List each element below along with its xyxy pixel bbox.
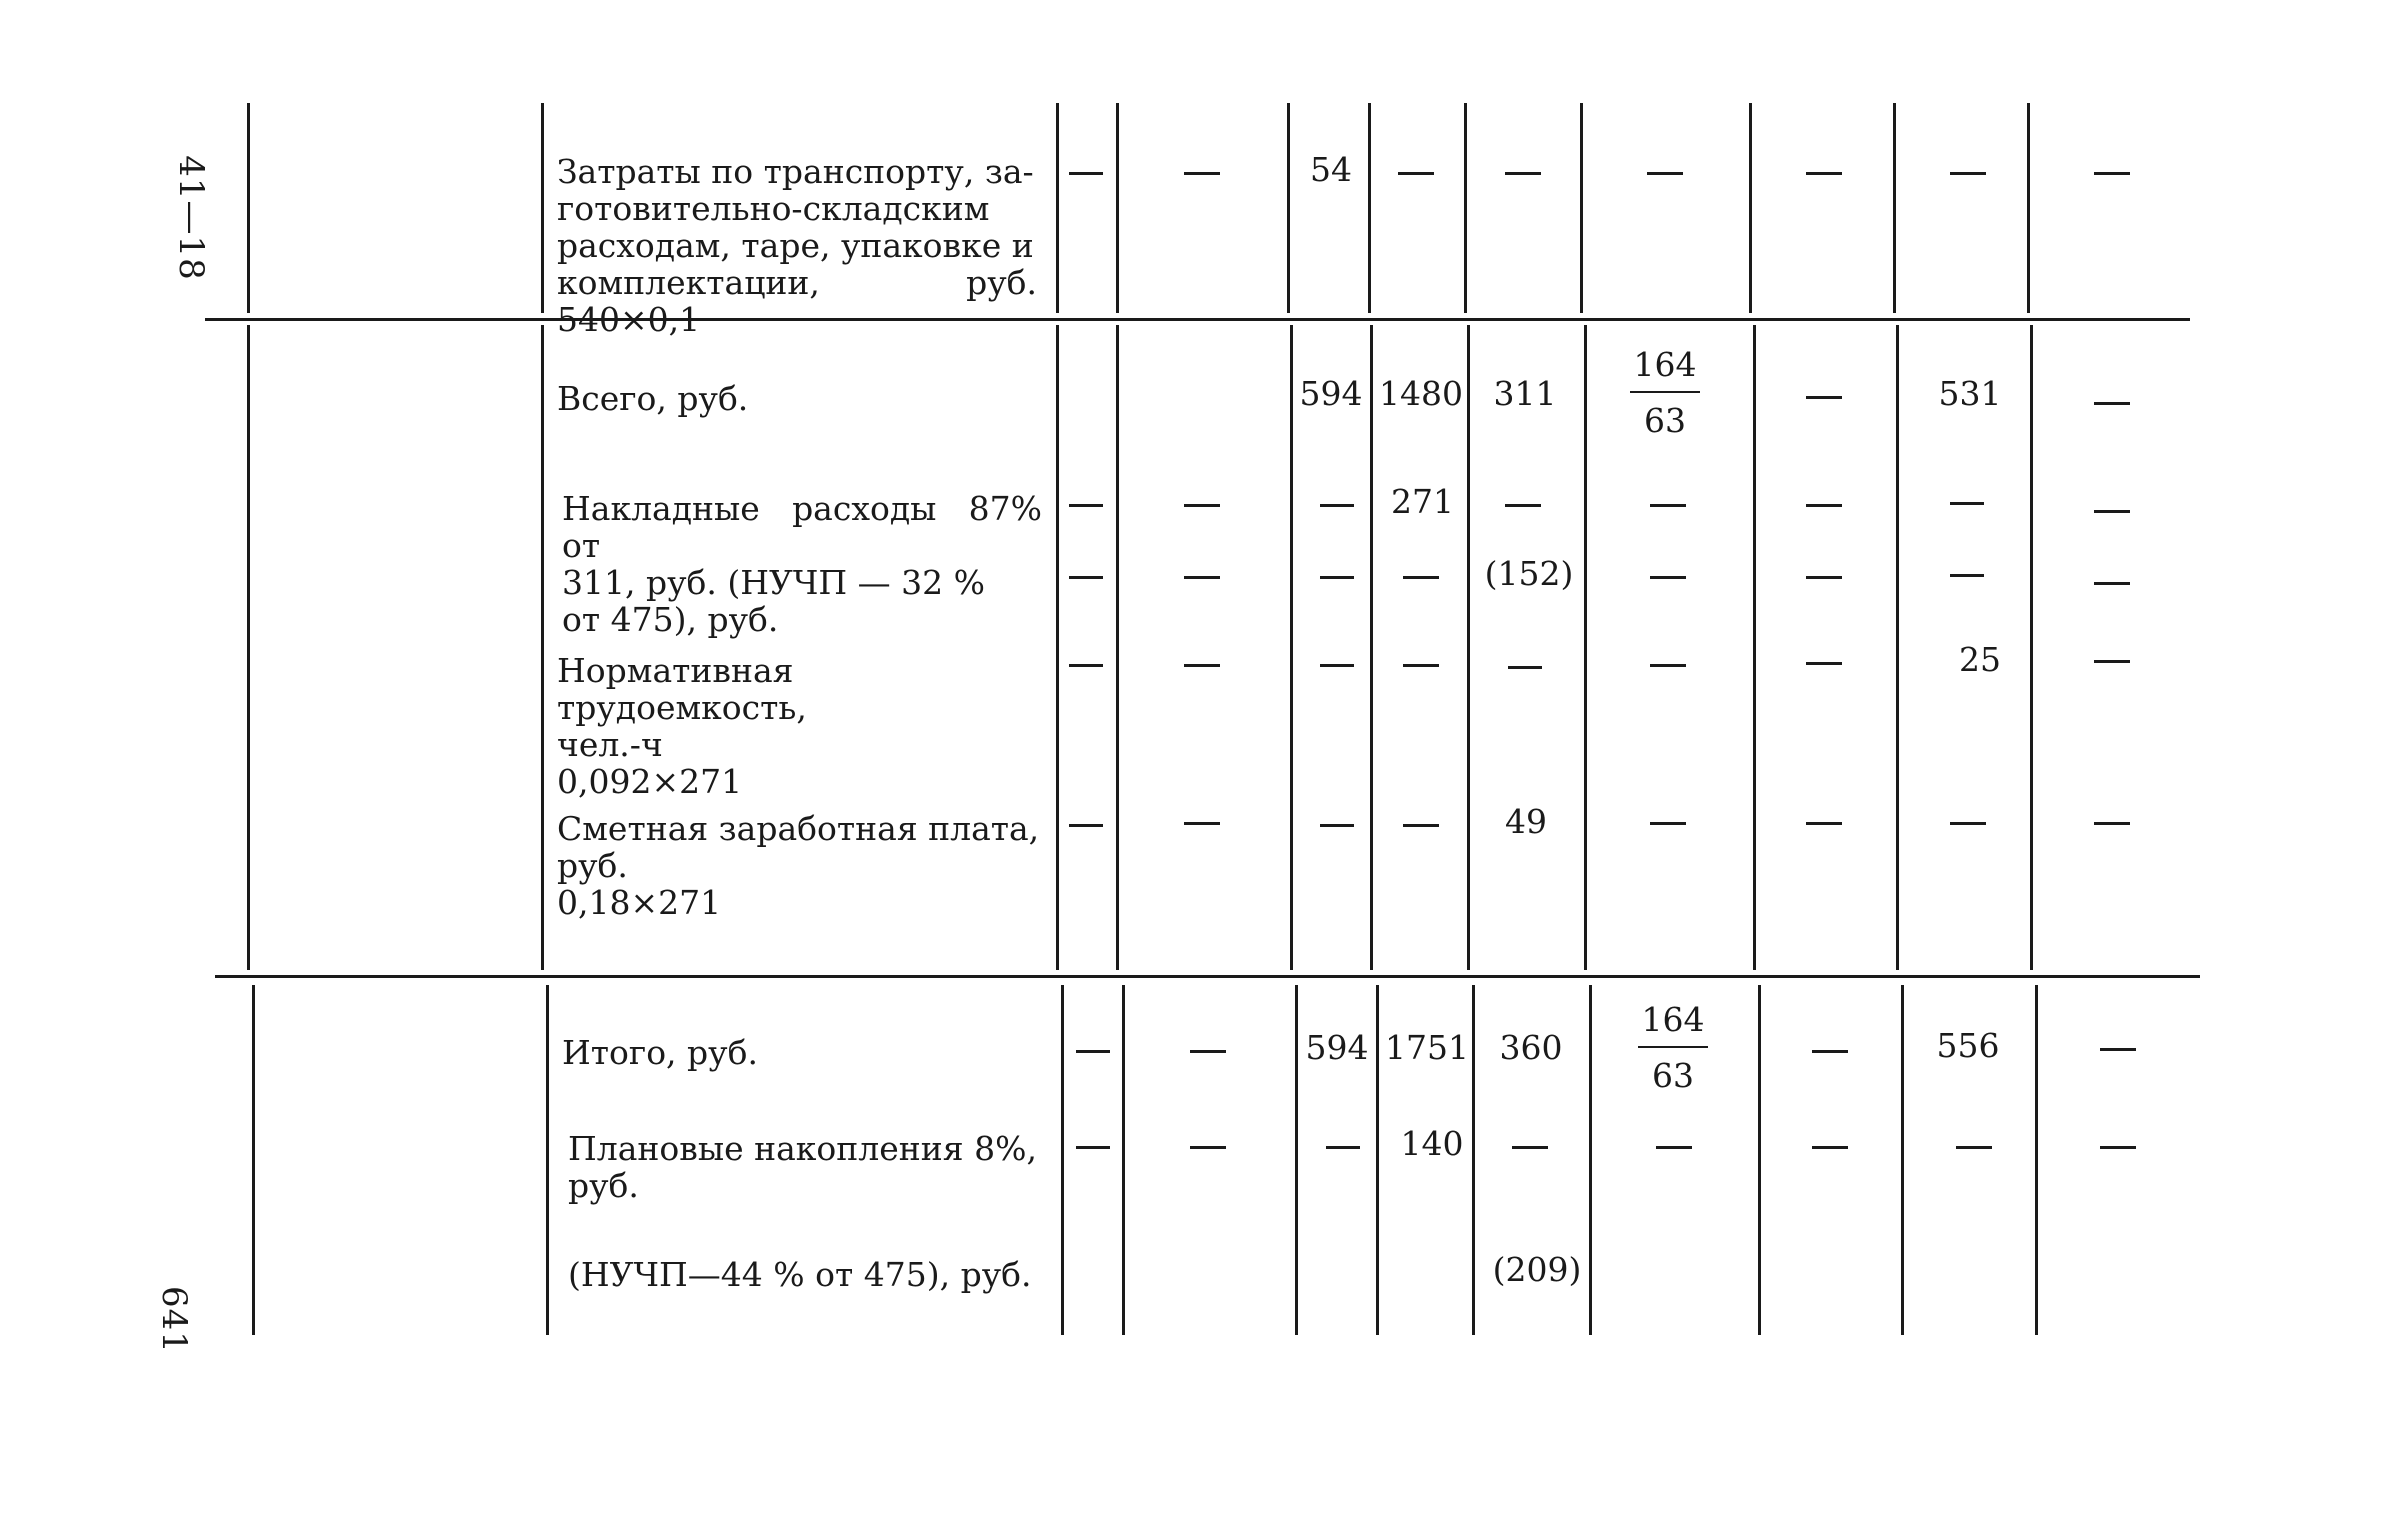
description-line: Нормативная трудоемкость, [557, 651, 807, 727]
fraction-bar [1630, 391, 1700, 393]
column-rule [1467, 325, 1470, 970]
cell-value: 54 [1310, 150, 1352, 189]
empty-dash [1806, 576, 1842, 579]
column-rule [1896, 325, 1899, 970]
fraction-value [1620, 345, 1710, 441]
empty-dash [1076, 1146, 1110, 1149]
column-rule [546, 985, 549, 1335]
column-rule [1901, 985, 1904, 1335]
empty-dash [1806, 662, 1842, 665]
empty-dash [2094, 660, 2130, 663]
row-description [568, 1256, 1048, 1293]
empty-dash [1512, 1146, 1548, 1149]
row-description [562, 490, 1042, 638]
description-line: комплектации, руб. 540×0,1 [557, 263, 1037, 339]
column-rule [1116, 103, 1119, 313]
column-rule [1290, 325, 1293, 970]
column-rule [247, 103, 250, 313]
empty-dash [2100, 1146, 2136, 1149]
empty-dash [1806, 504, 1842, 507]
fraction-numerator: 164 [1633, 345, 1697, 384]
empty-dash [1508, 666, 1542, 669]
section-divider-2 [215, 975, 2200, 978]
column-rule [1464, 103, 1467, 313]
empty-dash [1184, 664, 1220, 667]
row-description [557, 380, 1037, 417]
description-line: Затраты по транспорту, за- [557, 152, 1034, 191]
empty-dash [1956, 1146, 1992, 1149]
description-line: от 475), руб. [562, 600, 779, 639]
page-number: 641 [153, 1286, 194, 1354]
column-rule [1758, 985, 1761, 1335]
empty-dash [1505, 172, 1541, 175]
empty-dash [2094, 582, 2130, 585]
empty-dash [1320, 664, 1354, 667]
empty-dash [1069, 664, 1103, 667]
empty-dash [1069, 172, 1103, 175]
description-line: Накладные расходы 87% от [562, 489, 1042, 565]
empty-dash [1806, 396, 1842, 399]
empty-dash [1650, 822, 1686, 825]
page-marker-top: 41—18 [170, 155, 211, 281]
cell-value: 271 [1391, 482, 1454, 521]
description-line: 0,092×271 [557, 762, 743, 801]
description-line: 0,18×271 [557, 883, 722, 922]
description-line: 311, руб. (НУЧП — 32 % [562, 563, 985, 602]
cell-value: 1480 [1379, 374, 1463, 413]
cell-value: 1751 [1385, 1028, 1469, 1067]
description-line: Всего, руб. [557, 379, 749, 418]
column-rule [1287, 103, 1290, 313]
empty-dash [1812, 1146, 1848, 1149]
empty-dash [1647, 172, 1683, 175]
empty-dash [1320, 504, 1354, 507]
empty-dash [1403, 824, 1439, 827]
empty-dash [1950, 822, 1986, 825]
fraction-numerator: 164 [1641, 1000, 1705, 1039]
column-rule [2027, 103, 2030, 313]
cell-value: (152) [1484, 554, 1574, 593]
empty-dash [1950, 502, 1984, 505]
description-line: чел.-ч [557, 725, 663, 764]
empty-dash [1656, 1146, 1692, 1149]
column-rule [1584, 325, 1587, 970]
description-line: руб. [557, 846, 628, 885]
fraction-denominator: 63 [1652, 1056, 1694, 1095]
column-rule [1749, 103, 1752, 313]
description-line: руб. [568, 1166, 639, 1205]
column-rule [541, 325, 544, 970]
empty-dash [1505, 504, 1541, 507]
column-rule [1116, 325, 1119, 970]
description-line: Сметная заработная плата, [557, 809, 1040, 848]
column-rule [252, 985, 255, 1335]
cell-value: 531 [1938, 374, 2002, 413]
column-rule [1376, 985, 1379, 1335]
empty-dash [1398, 172, 1434, 175]
empty-dash [1950, 574, 1984, 577]
empty-dash [2094, 510, 2130, 513]
empty-dash [1184, 576, 1220, 579]
empty-dash [1069, 504, 1103, 507]
cell-value: 25 [1959, 640, 2001, 679]
cell-value: 594 [1299, 374, 1363, 413]
column-rule [1580, 103, 1583, 313]
column-rule [1056, 103, 1059, 313]
cell-value: 556 [1936, 1026, 2000, 1065]
empty-dash [2100, 1048, 2136, 1051]
empty-dash [2094, 402, 2130, 405]
empty-dash [1403, 576, 1439, 579]
column-rule [247, 325, 250, 970]
cell-value: 594 [1305, 1028, 1369, 1067]
empty-dash [1076, 1050, 1110, 1053]
description-line: (НУЧП—44 % от 475), руб. [568, 1255, 1032, 1294]
fraction-denominator: 63 [1644, 401, 1686, 440]
empty-dash [1806, 822, 1842, 825]
empty-dash [1812, 1050, 1848, 1053]
cell-value: 140 [1400, 1124, 1464, 1163]
column-rule [1122, 985, 1125, 1335]
section-divider-1 [205, 318, 2190, 321]
empty-dash [1069, 576, 1103, 579]
row-description [568, 1130, 1048, 1204]
fraction-value [1628, 1000, 1718, 1096]
row-description [557, 652, 1042, 800]
empty-dash [1403, 664, 1439, 667]
cell-value: 49 [1505, 802, 1547, 841]
column-rule [1370, 325, 1373, 970]
empty-dash [1190, 1050, 1226, 1053]
empty-dash [1184, 172, 1220, 175]
column-rule [541, 103, 544, 313]
description-line: Итого, руб. [562, 1033, 758, 1072]
column-rule [1472, 985, 1475, 1335]
column-rule [2035, 985, 2038, 1335]
empty-dash [1650, 664, 1686, 667]
empty-dash [1320, 824, 1354, 827]
empty-dash [1069, 824, 1103, 827]
empty-dash [1190, 1146, 1226, 1149]
empty-dash [1950, 172, 1986, 175]
column-rule [1753, 325, 1756, 970]
column-rule [1061, 985, 1064, 1335]
column-rule [1056, 325, 1059, 970]
cell-value: 360 [1499, 1028, 1563, 1067]
column-rule [1893, 103, 1896, 313]
column-rule [1295, 985, 1298, 1335]
empty-dash [1320, 576, 1354, 579]
description-line: Плановые накопления 8%, [568, 1129, 1037, 1168]
row-description [562, 1034, 1042, 1071]
cell-value: (209) [1492, 1250, 1582, 1289]
description-line: расходам, таре, упаковке и [557, 226, 1034, 265]
column-rule [1368, 103, 1371, 313]
empty-dash [1650, 576, 1686, 579]
empty-dash [1326, 1146, 1360, 1149]
empty-dash [1650, 504, 1686, 507]
fraction-bar [1638, 1046, 1708, 1048]
row-description [557, 810, 1042, 921]
description-line: готовительно-складским [557, 189, 990, 228]
empty-dash [2094, 172, 2130, 175]
empty-dash [1184, 822, 1220, 825]
empty-dash [1184, 504, 1220, 507]
empty-dash [1806, 172, 1842, 175]
column-rule [2030, 325, 2033, 970]
cell-value: 311 [1493, 374, 1557, 413]
row-description [557, 153, 1037, 338]
empty-dash [2094, 822, 2130, 825]
